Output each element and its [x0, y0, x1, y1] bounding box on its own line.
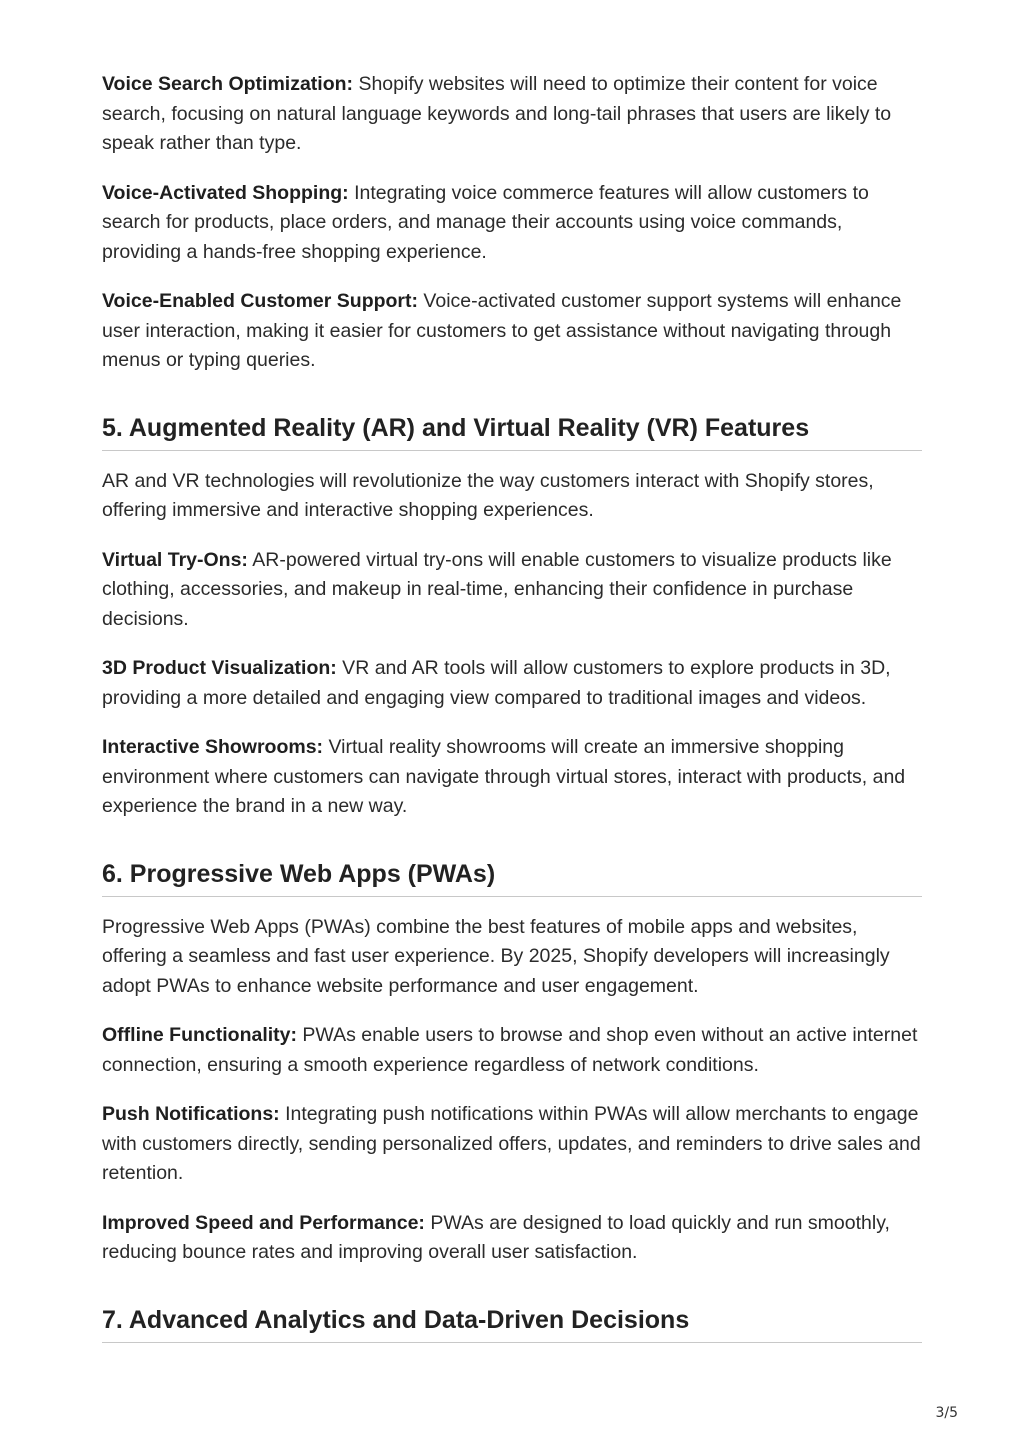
paragraph-improved-speed: [102, 1209, 922, 1268]
term: Virtual Try-Ons:: [102, 548, 248, 571]
term: Offline Functionality:: [102, 1024, 297, 1046]
body-text: Integrating voice commerce features will allow customers to search for products, place orders, and manage their accounts using voice commands, providing a hands-free shopping experience.: [102, 181, 869, 263]
body-text: Shopify websites will need to optimize their content for voice search, focusing on natural language keywords and long-tail phrases that users are likely to speak rather than type.: [102, 73, 892, 154]
term: Improved Speed and Performance:: [102, 1211, 425, 1234]
body-text: PWAs enable users to browse and shop even without an active internet connection, ensuring a smooth experience regardless of network conditions.: [102, 1024, 918, 1076]
section-heading-pwas: 6. Progressive Web Apps (PWAs): [102, 858, 922, 897]
section-heading-analytics: 7. Advanced Analytics and Data-Driven Decisions: [102, 1304, 922, 1343]
paragraph-virtual-try-ons: [102, 546, 922, 635]
term: 3D Product Visualization:: [102, 657, 337, 679]
paragraph-push-notifications: [102, 1100, 922, 1189]
paragraph-interactive-showrooms: [102, 733, 922, 822]
term: Voice-Activated Shopping:: [102, 181, 349, 204]
document-page: [102, 70, 922, 1359]
body-text: Voice-activated customer support systems will enhance user interaction, making it easier for customers to get assistance without navigating through menus or typing queries.: [102, 290, 902, 371]
term: Voice Search Optimization:: [102, 73, 354, 95]
term: Push Notifications:: [102, 1103, 280, 1125]
section-intro: AR and VR technologies will revolutionize the way customers interact with Shopify stores, offering immersive and interactive shopping experiences.: [102, 469, 874, 521]
body-text: AR-powered virtual try-ons will enable customers to visualize products like clothing, accessories, and makeup in real-time, enhancing their confidence in purchase decisions.: [102, 548, 892, 630]
section-heading-ar-vr: 5. Augmented Reality (AR) and Virtual Reality (VR) Features: [102, 412, 922, 451]
paragraph-offline-functionality: [102, 1021, 922, 1080]
term: Interactive Showrooms:: [102, 736, 324, 758]
term: Voice-Enabled Customer Support:: [102, 290, 418, 312]
paragraph-voice-search-optimization: [102, 70, 922, 159]
body-text: PWAs are designed to load quickly and run smoothly, reducing bounce rates and improving overall user satisfaction.: [102, 1211, 890, 1263]
body-text: Integrating push notifications within PWAs will allow merchants to engage with customers directly, sending personalized offers, updates, and reminders to drive sales and retention.: [102, 1103, 921, 1184]
paragraph-voice-enabled-support: [102, 287, 922, 376]
page-number: 3/5: [935, 1405, 958, 1421]
section-intro: Progressive Web Apps (PWAs) combine the best features of mobile apps and websites, offering a seamless and fast user experience. By 2025, Shopify developers will increasingly adopt PWAs to enhance website performance and user engagement.: [102, 915, 890, 997]
paragraph-voice-activated-shopping: [102, 179, 922, 268]
paragraph-3d-product-visualization: [102, 654, 922, 713]
body-text: VR and AR tools will allow customers to explore products in 3D, providing a more detailed and engaging view compared to traditional images and videos.: [102, 657, 891, 709]
body-text: Virtual reality showrooms will create an immersive shopping environment where customers can navigate through virtual stores, interact with products, and experience the brand in a new way.: [102, 736, 906, 817]
